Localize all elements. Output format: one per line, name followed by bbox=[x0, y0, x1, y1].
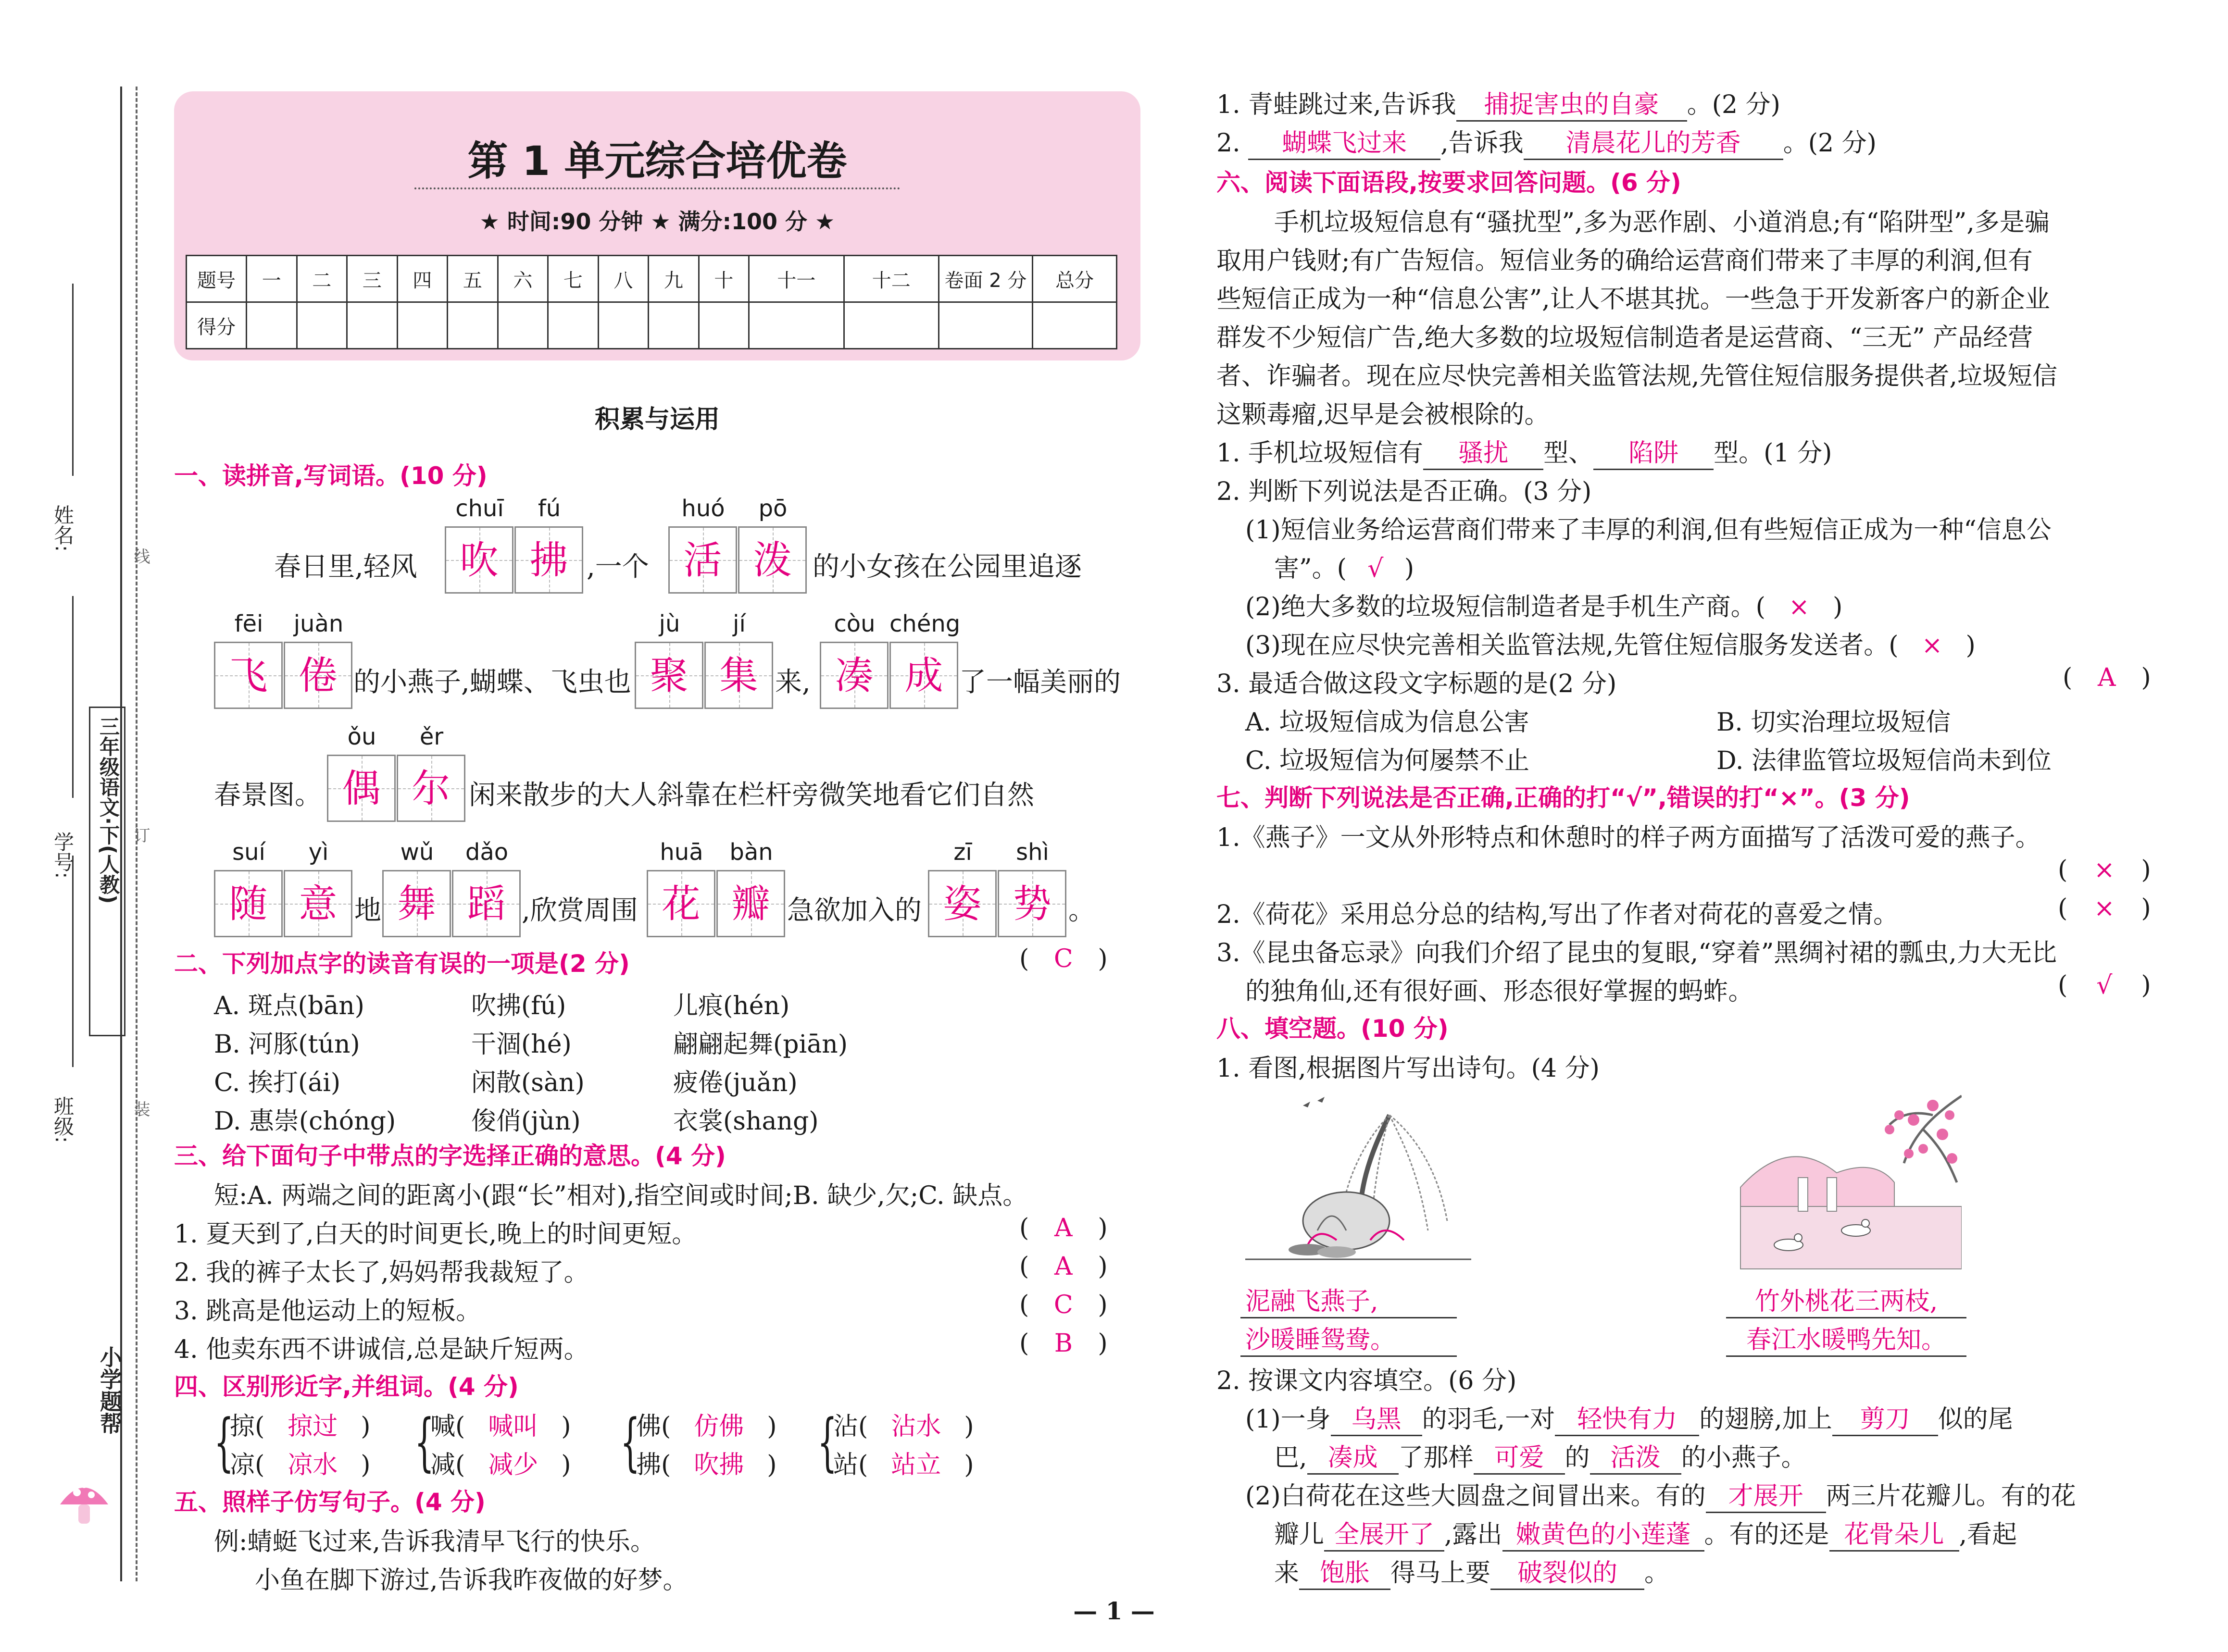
score-col: 十一 bbox=[749, 256, 844, 302]
q3-item: 3. 跳高是他运动上的短板。 bbox=[174, 1297, 481, 1326]
char-box[interactable] bbox=[397, 755, 465, 822]
page-number: — 1 — bbox=[1073, 1597, 1155, 1625]
q6-s3-answer-paren[interactable]: ( A ) bbox=[2063, 663, 2151, 692]
q4-title: 四、区别形近字,并组词。(4 分) bbox=[174, 1373, 519, 1401]
char-answer: 蹈 bbox=[467, 882, 506, 926]
q4-item bbox=[430, 1444, 571, 1480]
q2-option: 疲倦(juǎn) bbox=[673, 1068, 798, 1097]
pinyin: huā bbox=[660, 839, 703, 866]
char-box[interactable] bbox=[738, 526, 807, 594]
q2-option: 翩翩起舞(piān) bbox=[673, 1030, 848, 1059]
poem-text: 沙暖睡鸳鸯。 bbox=[1245, 1326, 1396, 1354]
q5-answer-post: 。(2 分) bbox=[1783, 129, 1877, 158]
pinyin: ǒu bbox=[347, 723, 376, 750]
char-answer: 拂 bbox=[529, 538, 568, 583]
score-col: 六 bbox=[498, 256, 548, 302]
char-answer: 集 bbox=[719, 653, 758, 698]
cut-char-pack: 装 bbox=[131, 1101, 150, 1117]
q4-char: 凉( bbox=[230, 1451, 265, 1479]
char-answer: 随 bbox=[229, 882, 268, 926]
score-cell[interactable] bbox=[448, 302, 498, 349]
q6-s3-option[interactable]: A. 垃圾短信成为信息公害 bbox=[1245, 708, 1529, 737]
char-box[interactable] bbox=[716, 870, 785, 937]
q5-answer-pre: 2. bbox=[1216, 129, 1249, 158]
poem-text: 泥融飞燕子, bbox=[1245, 1287, 1378, 1316]
q1-row2-mid1: 的小燕子,蝴蝶、飞虫也 bbox=[353, 667, 631, 698]
q6-s2-close: ) bbox=[1832, 593, 1843, 621]
q1-title: 一、读拼音,写词语。(10 分) bbox=[174, 462, 488, 490]
q1-row2-post: 了一幅美丽的 bbox=[959, 667, 1121, 698]
q8-f2-line1 bbox=[1245, 1476, 2076, 1513]
fill-text: 的 bbox=[1565, 1443, 1590, 1472]
score-col: 五 bbox=[448, 256, 498, 302]
q1-row4-mid3: 急欲加入的 bbox=[787, 895, 922, 926]
pinyin: jí bbox=[733, 610, 746, 637]
fill-text: 来 bbox=[1274, 1559, 1300, 1588]
q6-s2-close: ) bbox=[1965, 631, 1976, 660]
q8-title: 八、填空题。(10 分) bbox=[1216, 1015, 1449, 1043]
fill-text: 的羽毛,一对 bbox=[1422, 1405, 1555, 1434]
fill-text: 的翅膀,加上 bbox=[1699, 1405, 1832, 1434]
q3-answer-paren[interactable]: ( A ) bbox=[1019, 1214, 1108, 1242]
q4-item bbox=[636, 1444, 777, 1480]
score-col: 三 bbox=[347, 256, 398, 302]
fill-answer[interactable]: 乌黑 bbox=[1331, 1399, 1422, 1436]
pinyin: fēi bbox=[234, 610, 263, 637]
score-cell[interactable] bbox=[939, 302, 1033, 349]
q4-item bbox=[230, 1406, 371, 1442]
q4-char: 佛( bbox=[636, 1412, 671, 1441]
poem2-line2[interactable] bbox=[1726, 1319, 1966, 1357]
char-answer: 舞 bbox=[397, 882, 436, 926]
q3-answer: B bbox=[1054, 1329, 1073, 1358]
char-box[interactable] bbox=[820, 642, 889, 709]
q4-close: ) bbox=[361, 1412, 371, 1441]
q4-close: ) bbox=[964, 1451, 974, 1479]
q3-item: 4. 他卖东西不讲诚信,总是缺斤短两。 bbox=[174, 1335, 589, 1364]
q6-s1-mid: 型、 bbox=[1543, 439, 1594, 468]
mushroom-icon bbox=[55, 1471, 113, 1528]
q6-s2-item: (1)短信业务给运营商们带来了丰厚的利润,但有些短信正成为一种“信息公 bbox=[1245, 516, 2052, 545]
pinyin: juàn bbox=[293, 610, 344, 637]
pinyin: jù bbox=[659, 610, 680, 637]
name-field[interactable] bbox=[72, 284, 74, 476]
q6-s2-text: 害”。( bbox=[1274, 554, 1347, 583]
char-answer: 聚 bbox=[650, 653, 688, 698]
q3-definition: 短:A. 两端之间的距离小(跟“长”相对),指空间或时间;B. 缺少,欠;C. 缺点。 bbox=[214, 1181, 1028, 1210]
q4-item bbox=[230, 1444, 371, 1480]
q4-answer[interactable]: 减少 bbox=[488, 1451, 538, 1479]
q7-answer: √ bbox=[2096, 971, 2113, 1000]
score-cell[interactable] bbox=[548, 302, 599, 349]
fill-text: 瓣儿 bbox=[1274, 1520, 1325, 1549]
q6-passage-line: 些短信正成为一种“信息公害”,让人不堪其扰。一些急于开发新客户的新企业 bbox=[1216, 285, 2050, 314]
pinyin: ěr bbox=[419, 723, 444, 750]
char-box[interactable] bbox=[214, 642, 283, 709]
char-box[interactable] bbox=[998, 870, 1066, 937]
pinyin: dǎo bbox=[465, 839, 509, 866]
char-box[interactable] bbox=[214, 870, 283, 937]
pinyin: chéng bbox=[889, 610, 961, 637]
q2-option: 俊俏(jùn) bbox=[471, 1107, 581, 1136]
score-col: 总分 bbox=[1033, 256, 1117, 302]
pinyin: suí bbox=[232, 839, 265, 866]
pinyin: yì bbox=[308, 839, 329, 866]
score-cell[interactable] bbox=[247, 302, 297, 349]
fill-answer[interactable]: 花骨朵儿 bbox=[1829, 1514, 1959, 1552]
char-answer: 倦 bbox=[299, 653, 338, 698]
char-box[interactable] bbox=[284, 642, 352, 709]
q4-char: 喊( bbox=[430, 1412, 465, 1441]
q6-s2-text: (2)绝大多数的垃圾短信制造者是手机生产商。( bbox=[1245, 593, 1765, 621]
q7-item: 3.《昆虫备忘录》向我们介绍了昆虫的复眼,“穿着”黑绸衬裙的瓢虫,力大无比 bbox=[1216, 939, 2057, 968]
pinyin: bàn bbox=[729, 839, 773, 866]
score-cell[interactable] bbox=[844, 302, 939, 349]
q6-s1-pre: 1. 手机垃圾短信有 bbox=[1216, 439, 1424, 468]
q5-answer-line bbox=[1216, 123, 1877, 160]
q4-answer[interactable]: 沾水 bbox=[891, 1412, 941, 1441]
score-cell[interactable] bbox=[1033, 302, 1117, 349]
section-heading: 积累与运用 bbox=[594, 405, 720, 434]
q6-s1-fill[interactable]: 骚扰 bbox=[1423, 433, 1543, 470]
class-field[interactable] bbox=[72, 856, 74, 1067]
q4-close: ) bbox=[767, 1412, 777, 1441]
score-value-row bbox=[187, 302, 1117, 349]
fill-answer[interactable]: 凑成 bbox=[1307, 1437, 1399, 1475]
q2-option: 吹拂(fú) bbox=[471, 992, 566, 1020]
q7-title: 七、判断下列说法是否正确,正确的打“√”,错误的打“×”。(3 分) bbox=[1216, 784, 1910, 812]
time-info: ★ 时间:90 分钟 ★ 满分:100 分 ★ bbox=[479, 209, 835, 235]
fill-answer[interactable]: 轻快有力 bbox=[1555, 1399, 1699, 1436]
q6-passage-line: 取用户钱财;有广告短信。短信业务的确给运营商们带来了丰厚的利润,但有 bbox=[1216, 247, 2033, 275]
q4-answer[interactable]: 掠过 bbox=[288, 1412, 338, 1441]
fill-text: 的小燕子。 bbox=[1681, 1443, 1806, 1472]
q1-row1-mid: ,一个 bbox=[587, 551, 649, 583]
char-answer: 吹 bbox=[460, 538, 499, 583]
char-answer: 瓣 bbox=[731, 882, 770, 926]
char-box[interactable] bbox=[327, 755, 396, 822]
score-col: 一 bbox=[247, 256, 297, 302]
q1-row1-pre: 春日里,轻风 bbox=[274, 551, 417, 583]
score-row-label: 题号 bbox=[187, 256, 247, 302]
q6-s2-item bbox=[1245, 586, 1842, 622]
brand-label: 小学题帮 bbox=[97, 1346, 123, 1434]
poem2-line1[interactable] bbox=[1726, 1281, 1966, 1318]
q8-f2-line3 bbox=[1274, 1553, 1669, 1590]
score-label: 得分 bbox=[187, 302, 247, 349]
fill-text: 。有的还是 bbox=[1704, 1520, 1829, 1549]
score-cell[interactable] bbox=[649, 302, 699, 349]
fill-text: 。 bbox=[1644, 1559, 1670, 1588]
q1-row1-post: 的小女孩在公园里追逐 bbox=[813, 551, 1082, 583]
char-box[interactable] bbox=[284, 870, 352, 937]
poem1-line2[interactable] bbox=[1240, 1319, 1457, 1357]
q5-answer-line bbox=[1216, 84, 1780, 122]
q7-answer-paren[interactable]: ( × ) bbox=[2058, 894, 2151, 923]
fill-answer[interactable]: 才展开 bbox=[1706, 1476, 1826, 1513]
fill-text: (1)一身 bbox=[1245, 1405, 1331, 1434]
q4-close: ) bbox=[561, 1412, 571, 1441]
q4-close: ) bbox=[964, 1412, 974, 1441]
char-box[interactable] bbox=[382, 870, 451, 937]
q1-row3-post: 闲来散步的大人斜靠在栏杆旁微笑地看它们自然 bbox=[469, 780, 1034, 811]
q3-answer: A bbox=[1054, 1214, 1073, 1242]
fill-text: 得马上要 bbox=[1390, 1559, 1491, 1588]
q5-example: 例:蜻蜓飞过来,告诉我清早飞行的快乐。 bbox=[214, 1528, 656, 1556]
q1-row4-post: 。 bbox=[1068, 895, 1095, 926]
q8-s2: 2. 按课文内容填空。(6 分) bbox=[1216, 1366, 1517, 1395]
fill-text: (2)白荷花在这些大圆盘之间冒出来。有的 bbox=[1245, 1482, 1706, 1511]
q5-answer-fill[interactable]: 清晨花儿的芳香 bbox=[1524, 123, 1783, 160]
fill-text: ,露出 bbox=[1444, 1520, 1502, 1549]
q4-item bbox=[833, 1406, 974, 1442]
q1-row4-mid2: ,欣赏周围 bbox=[522, 895, 638, 926]
q6-s2-answer[interactable]: √ bbox=[1367, 554, 1384, 583]
q7-item: 1.《燕子》一文从外形特点和休憩时的样子两方面描写了活泼可爱的燕子。 bbox=[1216, 823, 2040, 852]
fill-text: ,看起 bbox=[1959, 1520, 2017, 1549]
q4-close: ) bbox=[561, 1451, 571, 1479]
char-box[interactable] bbox=[647, 870, 715, 937]
q6-passage-line: 手机垃圾短信息有“骚扰型”,多为恶作剧、小道消息;有“陷阱型”,多是骗 bbox=[1274, 208, 2050, 237]
q6-s3: 3. 最适合做这段文字标题的是(2 分) bbox=[1216, 670, 1617, 698]
pinyin: wǔ bbox=[400, 839, 434, 866]
q6-s2-text: (3)现在应尽快完善相关监管法规,先管住短信服务发送者。( bbox=[1245, 631, 1899, 660]
poem-text: 春江水暖鸭先知。 bbox=[1746, 1326, 1946, 1354]
cut-char-line: 线 bbox=[131, 548, 150, 564]
q8-f1-line2 bbox=[1274, 1437, 1806, 1475]
fill-answer[interactable]: 剪刀 bbox=[1832, 1399, 1938, 1436]
fill-text: 巴, bbox=[1274, 1443, 1307, 1472]
class-label: 班级: bbox=[51, 1096, 75, 1143]
peach-blossom-scene-image bbox=[1731, 1086, 1962, 1279]
q6-s3-option[interactable]: D. 法律监管垃圾短信尚未到位 bbox=[1716, 746, 2052, 775]
q6-s1-post: 型。(1 分) bbox=[1714, 439, 1832, 468]
q2-option: 儿痕(hén) bbox=[673, 992, 790, 1020]
willow-scene-image bbox=[1245, 1086, 1471, 1279]
q1-row3-pre: 春景图。 bbox=[214, 780, 322, 811]
score-col: 十 bbox=[699, 256, 749, 302]
char-answer: 飞 bbox=[229, 653, 268, 698]
q4-answer[interactable]: 吹拂 bbox=[694, 1451, 744, 1479]
score-col: 八 bbox=[598, 256, 649, 302]
q4-answer[interactable]: 仿佛 bbox=[694, 1412, 744, 1441]
char-answer: 势 bbox=[1013, 882, 1051, 926]
score-cell[interactable] bbox=[749, 302, 844, 349]
char-box[interactable] bbox=[452, 870, 521, 937]
score-col: 七 bbox=[548, 256, 599, 302]
q3-title: 三、给下面句子中带点的字选择正确的意思。(4 分) bbox=[174, 1142, 726, 1170]
q3-answer-paren[interactable]: ( A ) bbox=[1019, 1252, 1108, 1281]
q4-char: 站( bbox=[833, 1451, 868, 1479]
q4-item bbox=[833, 1444, 974, 1480]
char-box[interactable] bbox=[889, 642, 958, 709]
q5-given: 小鱼在脚下游过,告诉我昨夜做的好梦。 bbox=[255, 1566, 688, 1595]
score-table bbox=[186, 255, 1117, 349]
score-col: 四 bbox=[397, 256, 448, 302]
q8-f2-line2 bbox=[1274, 1514, 2017, 1552]
char-answer: 意 bbox=[299, 882, 338, 926]
q6-s2-close: ) bbox=[1404, 554, 1414, 583]
char-box[interactable] bbox=[668, 526, 737, 594]
q1-row4-mid1: 地 bbox=[354, 895, 381, 926]
cut-char-bind: 订 bbox=[131, 827, 150, 843]
q4-item bbox=[636, 1406, 777, 1442]
q6-s3-answer: A bbox=[2098, 663, 2116, 692]
score-header-row bbox=[187, 256, 1117, 302]
q5-answer-fill[interactable]: 蝴蝶飞过来 bbox=[1248, 123, 1440, 160]
q6-s2-answer[interactable]: × bbox=[1789, 593, 1810, 621]
pinyin: fú bbox=[538, 495, 561, 522]
fill-answer[interactable]: 破裂似的 bbox=[1490, 1553, 1644, 1590]
brace: { bbox=[214, 1405, 234, 1478]
char-answer: 凑 bbox=[835, 653, 874, 698]
brace: { bbox=[414, 1405, 435, 1478]
q2-option: D. 惠崇(chóng) bbox=[214, 1107, 396, 1136]
q4-char: 减( bbox=[430, 1451, 465, 1479]
q8-f1-line1 bbox=[1245, 1399, 2013, 1436]
score-cell[interactable] bbox=[498, 302, 548, 349]
q6-s2-item-cont bbox=[1274, 548, 1414, 584]
q5-answer-fill[interactable]: 捕捉害虫的自豪 bbox=[1456, 84, 1687, 122]
q3-answer: A bbox=[1054, 1252, 1073, 1281]
brace: { bbox=[620, 1405, 640, 1478]
q1-row2-mid2: 来, bbox=[775, 667, 811, 698]
q2-option: 干涸(hé) bbox=[471, 1030, 572, 1059]
fill-text: 两三片花瓣儿。有的花 bbox=[1826, 1482, 2076, 1511]
char-answer: 花 bbox=[662, 882, 701, 926]
char-answer: 泼 bbox=[753, 538, 792, 583]
char-answer: 偶 bbox=[342, 766, 381, 811]
q3-answer: C bbox=[1053, 1291, 1073, 1319]
q6-s2-title: 2. 判断下列说法是否正确。(3 分) bbox=[1216, 477, 1592, 506]
q3-answer-paren[interactable]: ( B ) bbox=[1019, 1329, 1108, 1358]
score-col: 卷面 2 分 bbox=[939, 256, 1033, 302]
book-label: 三年级语文·下(人教) bbox=[97, 716, 120, 904]
pinyin: zī bbox=[953, 839, 972, 866]
q7-answer: × bbox=[2094, 856, 2115, 884]
q4-answer[interactable]: 凉水 bbox=[288, 1451, 338, 1479]
name-label: 姓名: bbox=[51, 505, 75, 552]
q2-option: 闲散(sàn) bbox=[471, 1068, 585, 1097]
char-box[interactable] bbox=[635, 642, 703, 709]
score-cell[interactable] bbox=[397, 302, 448, 349]
q3-item: 2. 我的裤子太长了,妈妈帮我裁短了。 bbox=[174, 1258, 589, 1287]
q6-passage-line: 者、诈骗者。现在应尽快完善相关监管法规,先管住短信服务提供者,垃圾短信 bbox=[1216, 362, 2058, 391]
q6-s1 bbox=[1216, 433, 1832, 470]
pinyin: pō bbox=[758, 495, 788, 522]
q4-char: 沾( bbox=[833, 1412, 868, 1441]
q2-title: 二、下列加点字的读音有误的一项是(2 分) bbox=[174, 950, 630, 978]
q2-answer: C bbox=[1053, 944, 1073, 973]
char-box[interactable] bbox=[928, 870, 997, 937]
q5-answer-pre: 1. 青蛙跳过来,告诉我 bbox=[1216, 90, 1456, 119]
q5-answer-mid: ,告诉我 bbox=[1440, 129, 1524, 158]
char-box[interactable] bbox=[445, 526, 513, 594]
q6-passage-line: 这颗毒瘤,迟早是会被根除的。 bbox=[1216, 400, 1550, 429]
q4-answer[interactable]: 喊叫 bbox=[488, 1412, 538, 1441]
q4-char: 拂( bbox=[636, 1451, 671, 1479]
q7-answer: × bbox=[2094, 894, 2115, 923]
q7-answer-paren[interactable]: ( × ) bbox=[2058, 856, 2151, 884]
char-answer: 尔 bbox=[412, 766, 451, 811]
score-cell[interactable] bbox=[598, 302, 649, 349]
q6-s2-answer[interactable]: × bbox=[1921, 631, 1943, 660]
score-cell[interactable] bbox=[699, 302, 749, 349]
q4-char: 掠( bbox=[230, 1412, 265, 1441]
q6-s3-option[interactable]: B. 切实治理垃圾短信 bbox=[1716, 708, 1951, 737]
pinyin: huó bbox=[681, 495, 725, 522]
q3-answer-paren[interactable]: ( C ) bbox=[1019, 1291, 1108, 1319]
poem1-line1[interactable] bbox=[1240, 1281, 1457, 1318]
fill-answer[interactable]: 活泼 bbox=[1590, 1437, 1681, 1475]
score-cell[interactable] bbox=[347, 302, 398, 349]
score-cell[interactable] bbox=[297, 302, 347, 349]
char-answer: 活 bbox=[683, 538, 722, 583]
fill-answer[interactable]: 饱胀 bbox=[1299, 1553, 1390, 1590]
score-col: 九 bbox=[649, 256, 699, 302]
fill-text: 了那样 bbox=[1398, 1443, 1474, 1472]
pinyin: shì bbox=[1016, 839, 1049, 866]
q7-answer-paren[interactable]: ( √ ) bbox=[2058, 971, 2151, 1000]
brace: { bbox=[817, 1405, 838, 1478]
q2-option: B. 河豚(tún) bbox=[214, 1030, 360, 1059]
score-col: 二 bbox=[297, 256, 347, 302]
q4-item bbox=[430, 1406, 571, 1442]
poem-text: 竹外桃花三两枝, bbox=[1754, 1287, 1938, 1316]
id-label: 学号: bbox=[51, 832, 75, 879]
q6-s3-option[interactable]: C. 垃圾短信为何屡禁不止 bbox=[1245, 746, 1529, 775]
q2-answer-paren[interactable]: ( C ) bbox=[1019, 944, 1108, 973]
fill-answer[interactable]: 全展开了 bbox=[1324, 1514, 1444, 1552]
id-field[interactable] bbox=[72, 596, 74, 798]
q5-title: 五、照样子仿写句子。(4 分) bbox=[174, 1488, 486, 1516]
q8-s1: 1. 看图,根据图片写出诗句。(4 分) bbox=[1216, 1054, 1600, 1083]
q4-close: ) bbox=[767, 1451, 777, 1479]
q2-option: A. 斑点(bān) bbox=[214, 992, 364, 1020]
q7-item: 2.《荷花》采用总分总的结构,写出了作者对荷花的喜爱之情。 bbox=[1216, 900, 1899, 929]
fill-answer[interactable]: 可爱 bbox=[1474, 1437, 1565, 1475]
q4-close: ) bbox=[361, 1451, 371, 1479]
q2-option: 衣裳(shang) bbox=[673, 1107, 819, 1136]
title-divider bbox=[414, 187, 900, 189]
q5-answer-post: 。(2 分) bbox=[1687, 90, 1780, 119]
q6-s2-item bbox=[1245, 625, 1976, 661]
fill-text: 似的尾 bbox=[1938, 1405, 2013, 1434]
q6-passage-line: 群发不少短信广告,绝大多数的垃圾短信制造者是运营商、“三无” 产品经营 bbox=[1216, 323, 2033, 352]
pinyin: chuī bbox=[455, 495, 504, 522]
pinyin: còu bbox=[834, 610, 876, 637]
char-answer: 成 bbox=[904, 653, 943, 698]
page-title: 第 1 单元综合培优卷 bbox=[467, 137, 847, 185]
q7-item-cont: 的独角仙,还有很好画、形态很好掌握的蚂蚱。 bbox=[1245, 977, 1753, 1006]
q4-answer[interactable]: 站立 bbox=[891, 1451, 941, 1479]
score-col: 十二 bbox=[844, 256, 939, 302]
q6-s1-fill[interactable]: 陷阱 bbox=[1593, 433, 1714, 470]
q6-title: 六、阅读下面语段,按要求回答问题。(6 分) bbox=[1216, 169, 1681, 197]
char-box[interactable] bbox=[514, 526, 583, 594]
q2-option: C. 挨打(ái) bbox=[214, 1068, 341, 1097]
q3-item: 1. 夏天到了,白天的时间更长,晚上的时间更短。 bbox=[174, 1220, 697, 1249]
char-answer: 姿 bbox=[943, 882, 982, 926]
char-box[interactable] bbox=[704, 642, 773, 709]
fill-answer[interactable]: 嫩黄色的小莲蓬 bbox=[1502, 1514, 1704, 1552]
